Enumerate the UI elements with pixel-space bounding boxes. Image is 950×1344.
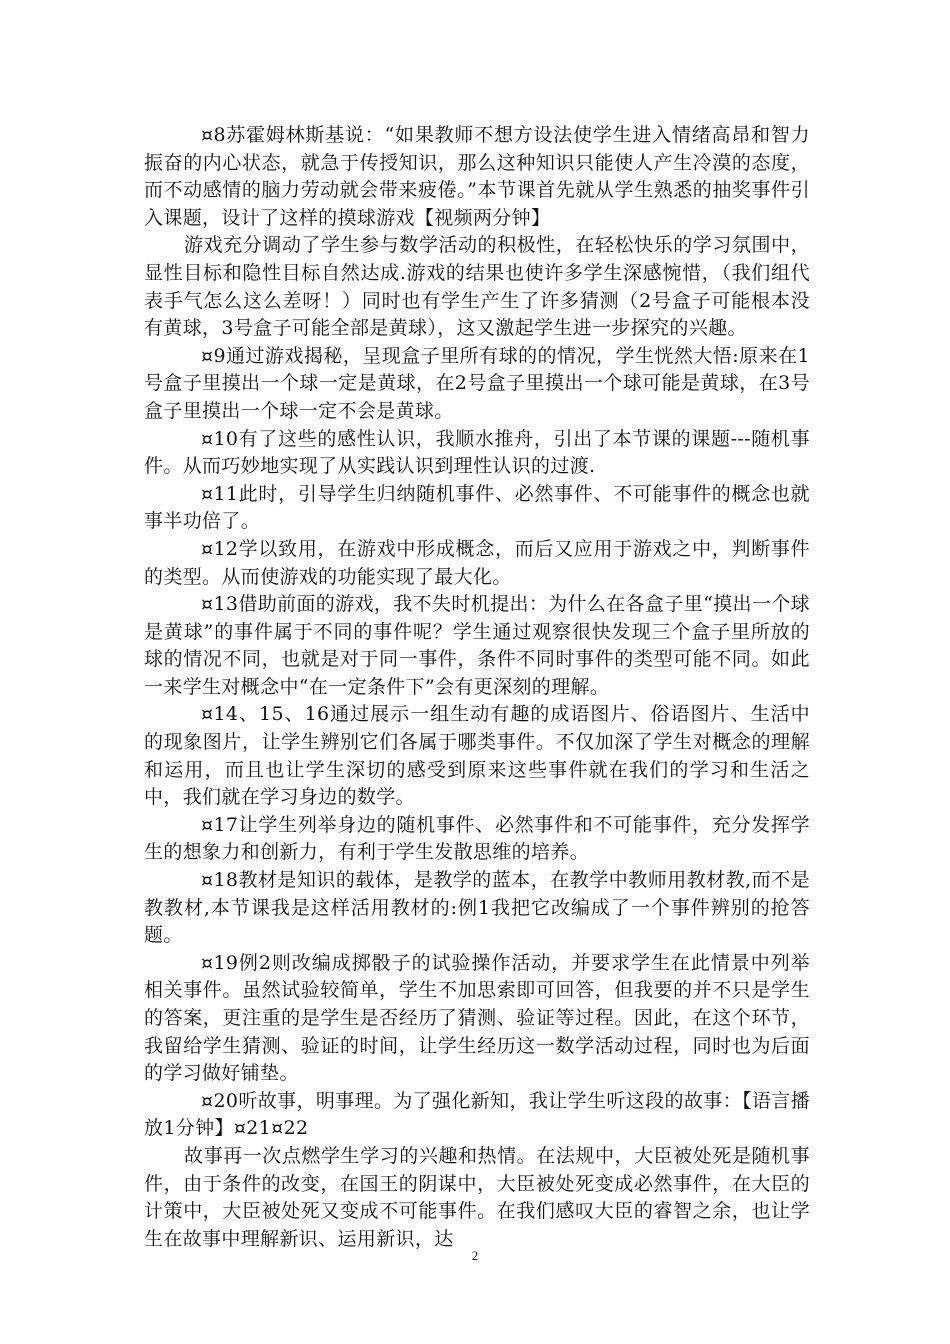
paragraph-2: 游戏充分调动了学生参与数学活动的积极性，在轻松快乐的学习氛围中，显性目标和隐性目标自然达成.游戏的结果也使许多学生深感惋惜，（我们组代表手气怎么这么差呀！）同时也有学生产生了许多猜测（2号盒子可能根本没有黄球，3号盒子可能全部是黄球），这又激起学生进一步探究的兴趣。 [144, 234, 810, 340]
paragraph-8: ¤14、15、16通过展示一组生动有趣的成语图片、俗语图片、生活中的现象图片，让学生辨别它们各属于哪类事件。不仅加深了学生对概念的理解和运用，而且也让学生深切的感受到原来这些事件就在我们的学习和生活之中，我们就在学习身边的数学。 [144, 703, 810, 809]
page-number: 2 [471, 1248, 479, 1263]
paragraph-4: ¤10有了这些的感性认识，我顺水推舟，引出了本节课的课题---随机事件。从而巧妙地实现了从实践认识到理性认识的过渡. [144, 427, 810, 478]
paragraph-12: ¤20听故事，明事理。为了强化新知，我让学生听这段的故事：【语言播放1分钟】¤21¤22 [144, 1089, 810, 1140]
paragraph-13: 故事再一次点燃学生学习的兴趣和热情。在法规中，大臣被处死是随机事件，由于条件的改变，在国王的阴谋中，大臣被处死变成必然事件，在大臣的计策中，大臣被处死又变成不可能事件。在我们感叹大臣的睿智之余，也让学生在故事中理解新识、运用新识，达 [144, 1144, 810, 1250]
paragraph-5: ¤11此时，引导学生归纳随机事件、必然事件、不可能事件的概念也就事半功倍了。 [144, 482, 810, 533]
paragraph-3: ¤9通过游戏揭秘，呈现盒子里所有球的的情况，学生恍然大悟:原来在1号盒子里摸出一个球一定是黄球，在2号盒子里摸出一个球可能是黄球，在3号盒子里摸出一个球一定不会是黄球。 [144, 344, 810, 422]
paragraph-11: ¤19例2则改编成掷骰子的试验操作活动，并要求学生在此情景中列举相关事件。虽然试验较简单，学生不加思索即可回答，但我要的并不只是学生的答案，更注重的是学生是否经历了猜测、验证等过程。因此，在这个环节，我留给学生猜测、验证的时间，让学生经历这一数学活动过程，同时也为后面的学习做好铺垫。 [144, 951, 810, 1085]
paragraph-10: ¤18教材是知识的载体，是教学的蓝本，在教学中教师用教材教,而不是教教材,本节课我是这样活用教材的:例1我把它改编成了一个事件辨别的抢答题。 [144, 869, 810, 947]
paragraph-7: ¤13借助前面的游戏，我不失时机提出：为什么在各盒子里“摸出一个球是黄球”的事件属于不同的事件呢？学生通过观察很快发现三个盒子里所放的球的情况不同，也就是对于同一事件，条件不同时事件的类型可能不同。如此一来学生对概念中“在一定条件下”会有更深刻的理解。 [144, 593, 810, 698]
paragraph-1: ¤8苏霍姆林斯基说：“如果教师不想方设法使学生进入情绪高昂和智力振奋的内心状态，就急于传授知识，那么这种知识只能使人产生冷漠的态度，而不动感情的脑力劳动就会带来疲倦。”本节课首先就从学生熟悉的抽奖事件引入课题，设计了这样的摸球游戏【视频两分钟】 [144, 124, 810, 229]
document-body [144, 122, 810, 1253]
paragraph-9: ¤17让学生列举身边的随机事件、必然事件和不可能事件，充分发挥学生的想象力和创新力，有利于学生发散思维的培养。 [144, 813, 810, 864]
paragraph-6: ¤12学以致用，在游戏中形成概念，而后又应用于游戏之中，判断事件的类型。从而使游戏的功能实现了最大化。 [144, 537, 810, 588]
